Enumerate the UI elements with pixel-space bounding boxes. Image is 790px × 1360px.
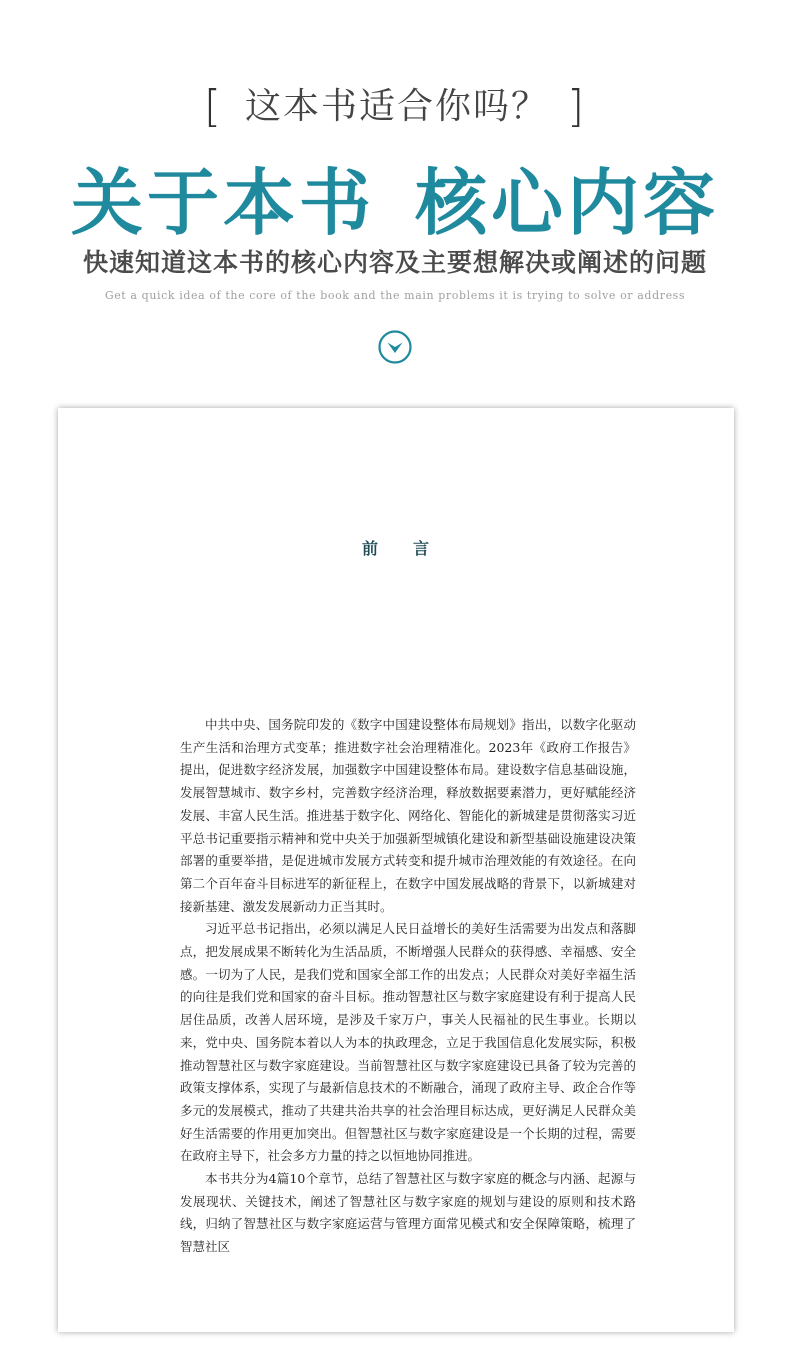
book-page-preview — [58, 408, 734, 1332]
chevron-down-circle-icon[interactable] — [378, 330, 412, 364]
preface-title-char-2: 言 — [413, 539, 431, 558]
preface-title — [58, 536, 734, 559]
preface-body — [180, 714, 636, 1259]
preface-title-char-1: 前 — [361, 539, 379, 558]
header-section — [0, 0, 790, 390]
page-title — [0, 145, 790, 249]
paragraph: 中共中央、国务院印发的《数字中国建设整体布局规划》指出，以数字化驱动生产生活和治理方式变革；推进数字社会治理精准化。2023年《政府工作报告》提出，促进数字经济发展，加强数字中国建设整体布局。建设数字信息基础设施，发展智慧城市、数字乡村，完善数字经济治理，释放数据要素潜力，更好赋能经济发展、丰富人民生活。推进基于数字化、网络化、智能化的新城建是贯彻落实习近平总书记重要指示精神和党中央关于加强新型城镇化建设和新型基础设施建设决策部署的重要举措，是促进城市发展方式转变和提升城市治理效能的有效途径。在向第二个百年奋斗目标进军的新征程上，在数字中国发展战略的背景下，以新城建对接新基建、激发发展新动力正当其时。 — [180, 717, 636, 914]
right-bracket: ] — [567, 81, 587, 132]
left-bracket: [ — [203, 81, 223, 132]
subtitle-chinese: 快速知道这本书的核心内容及主要想解决或阐述的问题 — [82, 248, 707, 277]
paragraph: 习近平总书记指出，必须以满足人民日益增长的美好生活需要为出发点和落脚点，把发展成果不断转化为生活品质，不断增强人民群众的获得感、幸福感、安全感。一切为了人民，是我们党和国家全部工作的出发点；人民群众对美好幸福生活的向往是我们党和国家的奋斗目标。推动智慧社区与数字家庭建设有利于提高人民居住品质，改善人居环境，是涉及千家万户，事关人民福祉的民生事业。长期以来，党中央、国务院本着以人为本的执政理念，立足于我国信息化发展实际，积极推动智慧社区与数字家庭建设。当前智慧社区与数字家庭建设已具备了较为完善的政策支撑体系，实现了与最新信息技术的不断融合，涌现了政府主导、政企合作等多元的发展模式，推动了共建共治共享的社会治理目标达成，更好满足人民群众美好生活需要的作用更加突出。但智慧社区与数字家庭建设是一个长期的过程，需要在政府主导下，社会多方力量的持之以恒地协同推进。 — [180, 921, 636, 1164]
paragraph: 本书共分为4篇10个章节，总结了智慧社区与数字家庭的概念与内涵、起源与发展现状、关键技术，阐述了智慧社区与数字家庭的规划与建设的原则和技术路线，归纳了智慧社区与数字家庭运营与管理方面常见模式和安全保障策略，梳理了智慧社区 — [180, 1171, 636, 1255]
title-core-content: 核心内容 — [415, 160, 720, 245]
question-line — [0, 78, 790, 132]
question-text: 这本书适合你吗？ — [244, 86, 549, 127]
title-about-book: 关于本书 — [70, 160, 375, 245]
subtitle-english: Get a quick idea of the core of the book and the main problems it is trying to solve or address — [104, 289, 686, 302]
